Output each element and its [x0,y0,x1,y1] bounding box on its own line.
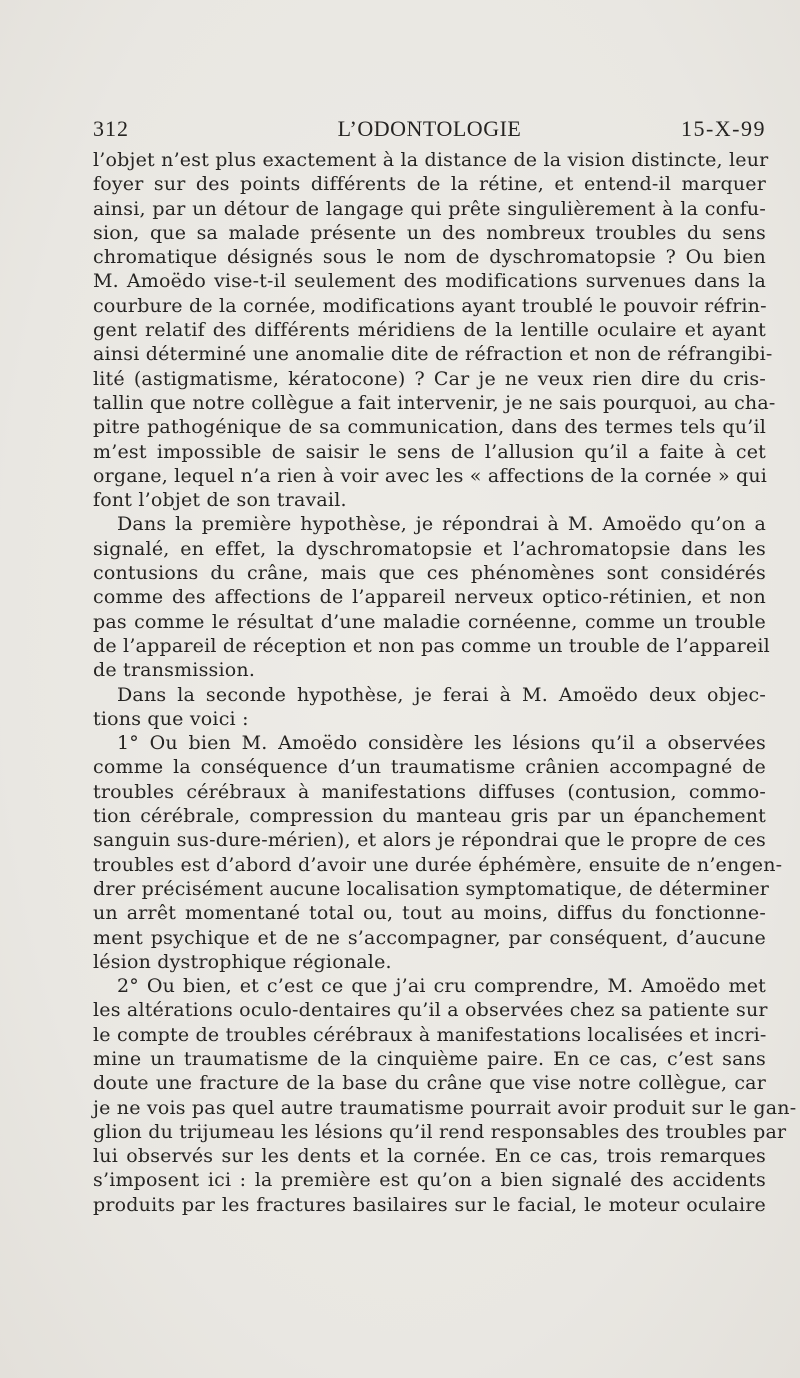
text-line: 2° Ou bien, et c’est ce que j’ai cru comprendre, M. Amoëdo met [117,975,766,998]
text-line: ainsi, par un détour de langage qui prête singulièrement à la confu- [93,197,766,220]
text-line: comme des affections de l’appareil nerveux optico-rétinien, et non [93,586,766,609]
text-line: pitre pathogénique de sa communication, dans des termes tels qu’il [93,416,766,439]
text-line: doute une fracture de la base du crâne que vise notre collègue, car [93,1072,766,1095]
text-line: lésion dystrophique régionale. [93,950,392,973]
text-line: l’objet n’est plus exactement à la distance de la vision distincte, leur [93,149,769,171]
text-line: troubles est d’abord d’avoir une durée éphémère, ensuite de n’engen- [93,853,783,876]
page-header [93,116,766,146]
text-line: ment psychique et de ne s’accompagner, par conséquent, d’aucune [93,926,766,949]
text-line: le compte de troubles cérébraux à manifestations localisées et incri- [93,1023,767,1046]
text-line: organe, lequel n’a rien à voir avec les « affections de la cornée » qui [93,464,768,487]
text-line: signalé, en effet, la dyschromatopsie et l’achromatopsie dans les [93,537,766,560]
text-line: drer précisément aucune localisation symptomatique, de déterminer [93,877,770,900]
text-line: M. Amoëdo vise-t-il seulement des modifications survenues dans la [93,270,766,293]
text-line: s’imposent ici : la première est qu’on a bien signalé des accidents [93,1169,766,1192]
text-line: mine un traumatisme de la cinquième paire. En ce cas, c’est sans [93,1047,766,1070]
text-line: Dans la première hypothèse, je répondrai à M. Amoëdo qu’on a [117,513,766,536]
text-line: Dans la seconde hypothèse, je ferai à M. Amoëdo deux objec- [117,683,766,706]
text-line: de transmission. [93,659,256,682]
text-line: tions que voici : [93,707,249,730]
text-line: lui observés sur les dents et la cornée. En ce cas, trois remarques [93,1145,766,1168]
text-line: un arrêt momentané total ou, tout au moins, diffus du fonctionne- [93,902,766,925]
text-line: pas comme le résultat d’une maladie cornéenne, comme un trouble [93,610,766,633]
text-line: courbure de la cornée, modifications ayant troublé le pouvoir réfrin- [93,294,767,317]
body-text [93,148,797,1217]
text-line: tallin que notre collègue a fait intervenir, je ne sais pourquoi, au cha- [93,391,776,414]
text-line: glion du trijumeau les lésions qu’il rend responsables des troubles par [93,1120,787,1143]
text-line: font l’objet de son travail. [93,489,347,512]
issue-date: 15-X-99 [680,116,766,141]
text-line: ainsi déterminé une anomalie dite de réfraction et non de réfrangibi- [93,343,773,366]
text-line: les altérations oculo-dentaires qu’il a observées chez sa patiente sur [93,999,768,1022]
text-line: sion, que sa malade présente un des nombreux troubles du sens [93,221,766,244]
text-line: lité (astigmatisme, kératocone) ? Car je ne veux rien dire du cris- [93,367,766,390]
text-line: tion cérébrale, compression du manteau gris par un épanchement [93,805,766,828]
text-line: m’est impossible de saisir le sens de l’allusion qu’il a faite à cet [93,440,766,463]
text-line: chromatique désignés sous le nom de dyschromatopsie ? Ou bien [93,246,766,269]
text-line: 1° Ou bien M. Amoëdo considère les lésions qu’il a observées [117,732,766,755]
page-number: 312 [93,116,129,141]
text-line: sanguin sus-dure-mérien), et alors je répondrai que le propre de ces [93,829,766,852]
text-line: troubles cérébraux à manifestations diffuses (contusion, commo- [93,780,766,803]
running-title: L’ODONTOLOGIE [337,116,522,141]
text-line: je ne vois pas quel autre traumatisme pourrait avoir produit sur le gan- [93,1096,797,1119]
text-line: contusions du crâne, mais que ces phénomènes sont considérés [93,562,766,585]
text-line: foyer sur des points différents de la rétine, et entend-il marquer [93,173,766,196]
text-line: comme la conséquence d’un traumatisme crânien accompagné de [93,756,766,779]
text-line: de l’appareil de réception et non pas comme un trouble de l’appareil [93,634,770,657]
text-line: gent relatif des différents méridiens de la lentille oculaire et ayant [93,319,766,342]
text-line: produits par les fractures basilaires sur le facial, le moteur oculaire [93,1193,766,1216]
